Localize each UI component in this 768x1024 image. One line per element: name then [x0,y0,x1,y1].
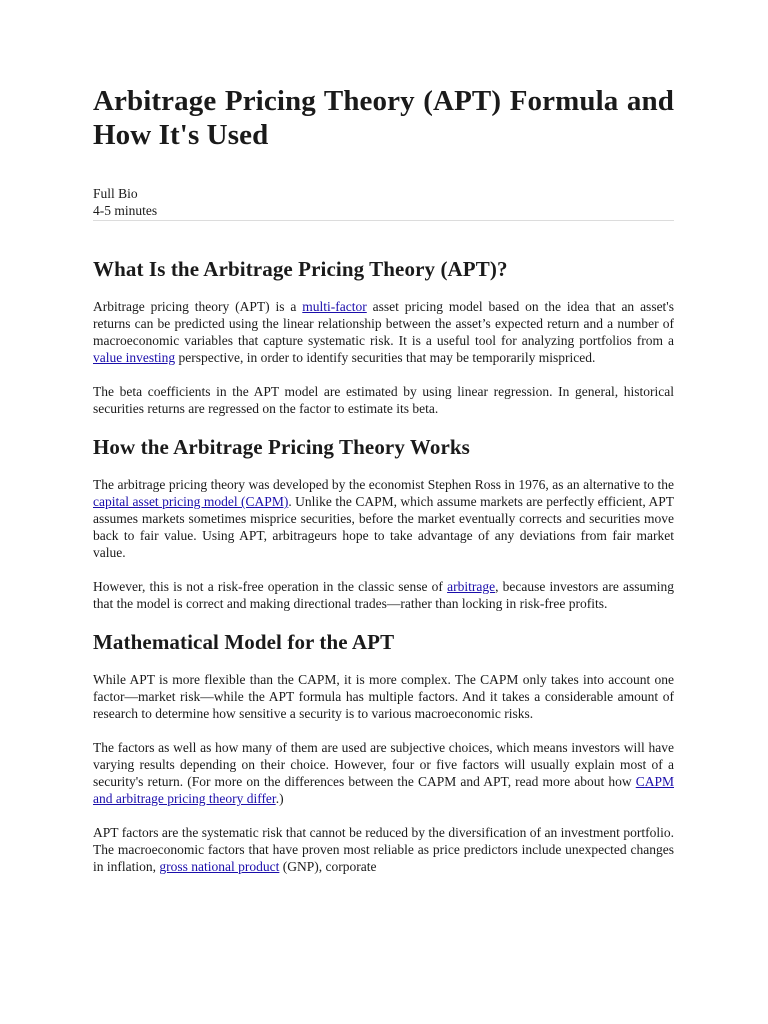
paragraph-text: While APT is more flexible than the CAPM, it is more complex. The CAPM only takes into account one factor—market risk—while the APT formula has multiple factors. And it takes a considerable amount of research to determine how sensitive a security is to various macroeconomic risks. [93,672,674,721]
paragraph-text: APT factors are the systematic risk that cannot be reduced by the diversification of an investment portfolio. The macroeconomic factors that have proven most reliable as price predictors include unexpected changes in inflation, [93,825,674,874]
paragraph-text: The arbitrage pricing theory was developed by the economist Stephen Ross in 1976, as an alternative to the [93,477,674,492]
link-arbitrage[interactable]: arbitrage [447,579,496,594]
paragraph [93,383,674,417]
section-heading-mathematical-model: Mathematical Model for the APT [93,630,395,654]
article-body [93,84,674,875]
link-capm[interactable]: capital asset pricing model (CAPM) [93,494,289,509]
paragraph [93,578,674,612]
paragraph-text: (GNP), corporate [279,859,377,874]
paragraph-text: asset pricing model based on the idea that an asset's returns can be predicted using the linear relationship between the asset’s expected return and a number of macroeconomic variables that capture systematic risk. It is a useful tool for analyzing portfolios from a [93,299,674,348]
paragraph-text: perspective, in order to identify securities that may be temporarily mispriced. [175,350,596,365]
paragraph-text: .) [275,791,284,806]
paragraph-text: Arbitrage pricing theory (APT) is a [93,299,303,314]
paragraph-text: The beta coefficients in the APT model are estimated by using linear regression. In general, historical securities returns are regressed on the factor to estimate its beta. [93,384,674,416]
paragraph-text: However, this is not a risk-free operation in the classic sense of [93,579,448,594]
read-time: 4-5 minutes [93,203,158,218]
paragraph [93,739,674,807]
paragraph-text: , because investors are assuming that the model is correct and making directional trades—rather than locking in risk-free profits. [93,579,675,611]
paragraph [93,671,674,722]
paragraph [93,298,674,366]
paragraph [93,824,674,875]
section-heading-what-is-apt: What Is the Arbitrage Pricing Theory (APT)? [93,257,508,281]
paragraph-text: . Unlike the CAPM, which assume markets are perfectly efficient, APT assumes markets sometimes misprice securities, before the market eventually corrects and securities move back to fair value. Using APT, arbitrageurs hope to take advantage of any deviations from fair market value. [93,494,674,560]
link-value-investing[interactable]: value investing [93,350,176,365]
paragraph [93,476,674,561]
link-capm-apt-differ[interactable]: CAPM and arbitrage pricing theory differ [93,774,674,806]
byline: Full Bio [93,186,138,201]
link-gross-national-product[interactable]: gross national product [159,859,280,874]
article-meta [93,185,674,221]
section-heading-how-apt-works: How the Arbitrage Pricing Theory Works [93,435,470,459]
article-title: Arbitrage Pricing Theory (APT) Formula and How It's Used [93,85,674,151]
link-multi-factor[interactable]: multi-factor [302,299,367,314]
paragraph-text: The factors as well as how many of them are used are subjective choices, which means investors will have varying results depending on their choice. However, four or five factors will usually explain most of a security's return. (For more on the differences between the CAPM and APT, read more about how [93,740,674,789]
